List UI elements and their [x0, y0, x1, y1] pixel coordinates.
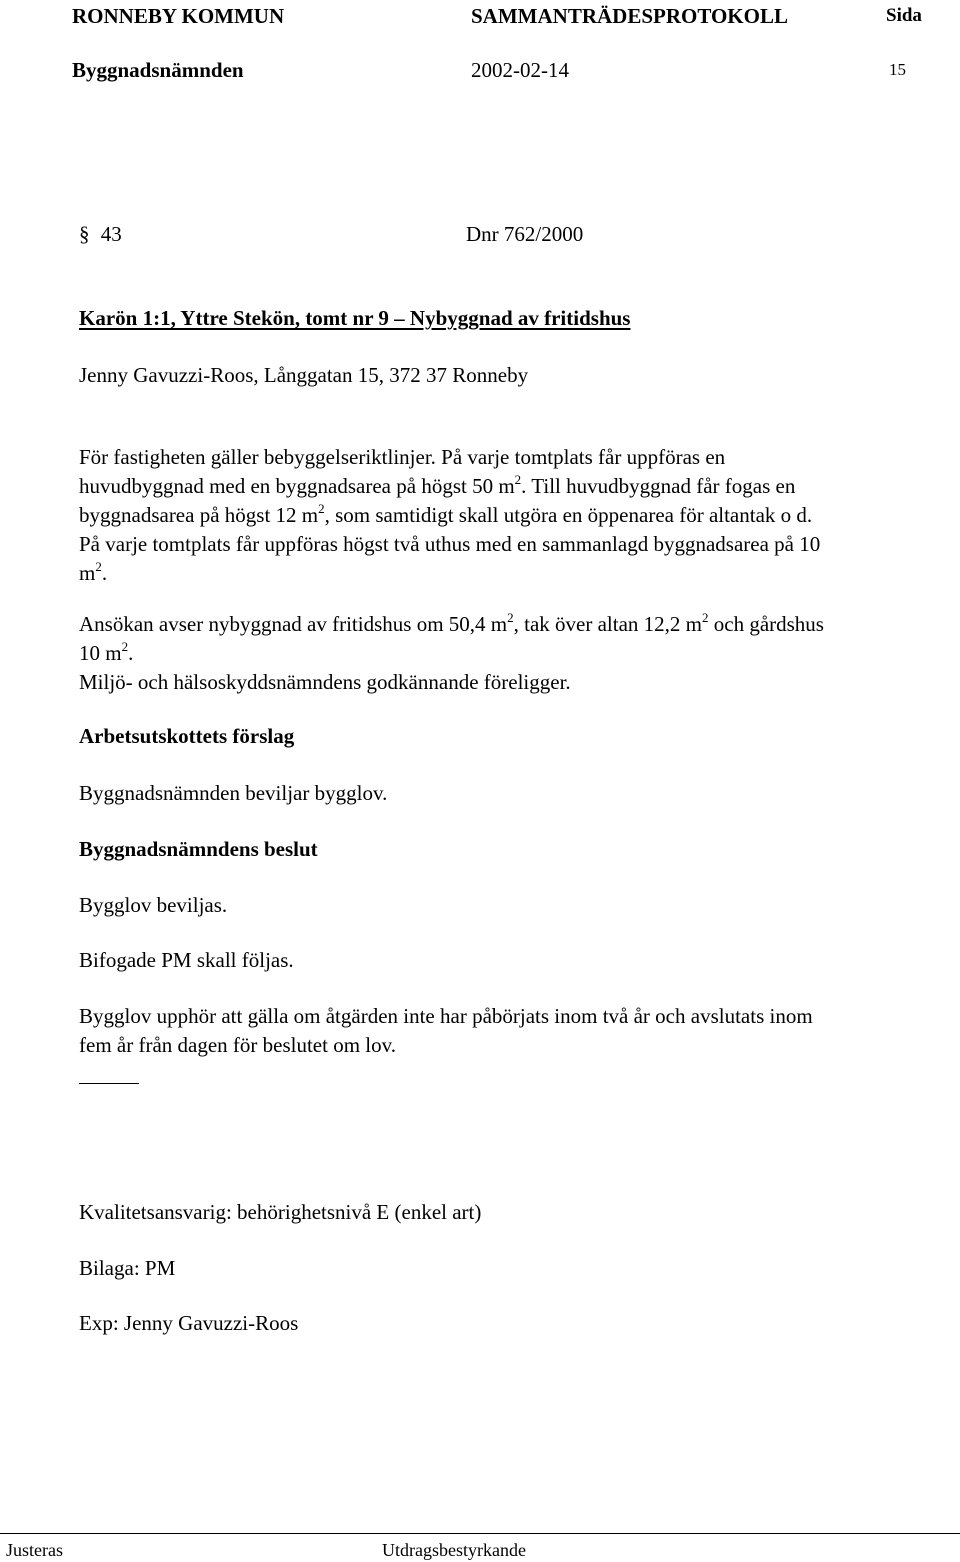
dnr-number: Dnr 762/2000: [466, 222, 584, 246]
municipality-name: RONNEBY KOMMUN: [72, 4, 285, 28]
document-type: SAMMANTRÄDESPROTOKOLL: [471, 4, 788, 28]
page-label: Sida: [886, 5, 922, 26]
committee-name: Byggnadsnämnden: [72, 58, 244, 82]
paragraph-line: huvudbyggnad med en byggnadsarea på högst 50 $m^2$. Till huvudbyggnad får fogas en: [79, 472, 796, 498]
decision-text: Bygglov beviljas.: [79, 893, 228, 917]
proposal-heading: Arbetsutskottets förslag: [79, 724, 295, 748]
item-number: 43: [100, 222, 122, 246]
attachment-note: Bilaga: PM: [79, 1256, 176, 1280]
meeting-date: 2002-02-14: [471, 58, 569, 82]
separator-line: [79, 1083, 139, 1084]
footer-rule: [0, 1533, 960, 1534]
paragraph-application: [79, 610, 824, 697]
paragraph-line: 10 $m^2$.: [79, 639, 134, 665]
paragraph-line: Miljö- och hälsoskyddsnämndens godkännande föreligger.: [79, 670, 571, 694]
decision-text: Bifogade PM skall följas.: [79, 948, 294, 972]
section-number: [79, 220, 122, 248]
decision-heading: Byggnadsnämndens beslut: [79, 837, 318, 861]
paragraph-line: På varje tomtplats får uppföras högst två uthus med en sammanlagd byggnadsarea på 10: [79, 532, 821, 556]
page-number: 15: [889, 60, 906, 79]
quality-responsible: Kvalitetsansvarig: behörighetsnivå E (enkel art): [79, 1200, 482, 1224]
paragraph-line: fem år från dagen för beslutet om lov.: [79, 1033, 397, 1057]
decision-validity: [79, 1002, 813, 1060]
paragraph-line: För fastigheten gäller bebyggelseriktlinjer. På varje tomtplats får uppföras en: [79, 445, 726, 469]
paragraph-line: byggnadsarea på högst 12 $m^2$, som samtidigt skall utgöra en öppenarea för altantak o d.: [79, 501, 813, 527]
footer-justeras: Justeras: [6, 1540, 63, 1560]
applicant: Jenny Gavuzzi-Roos, Långgatan 15, 372 37 Ronneby: [79, 363, 529, 387]
paragraph-line: Bygglov upphör att gälla om åtgärden inte har påbörjats inom två år och avslutats inom: [79, 1004, 813, 1028]
footer-certification: Utdragsbestyrkande: [382, 1540, 526, 1560]
distribution-note: Exp: Jenny Gavuzzi-Roos: [79, 1311, 299, 1335]
section-symbol: §: [79, 222, 90, 246]
proposal-text: Byggnadsnämnden beviljar bygglov.: [79, 781, 388, 805]
paragraph-guidelines: [79, 443, 820, 588]
case-title: Karön 1:1, Yttre Stekön, tomt nr 9 – Nybyggnad av fritidshus: [79, 306, 631, 330]
paragraph-line: $m^2$.: [79, 559, 108, 585]
paragraph-line: Ansökan avser nybyggnad av fritidshus om 50,4 $m^2$, tak över altan 12,2 $m^2$ och gårdshus: [79, 610, 824, 636]
